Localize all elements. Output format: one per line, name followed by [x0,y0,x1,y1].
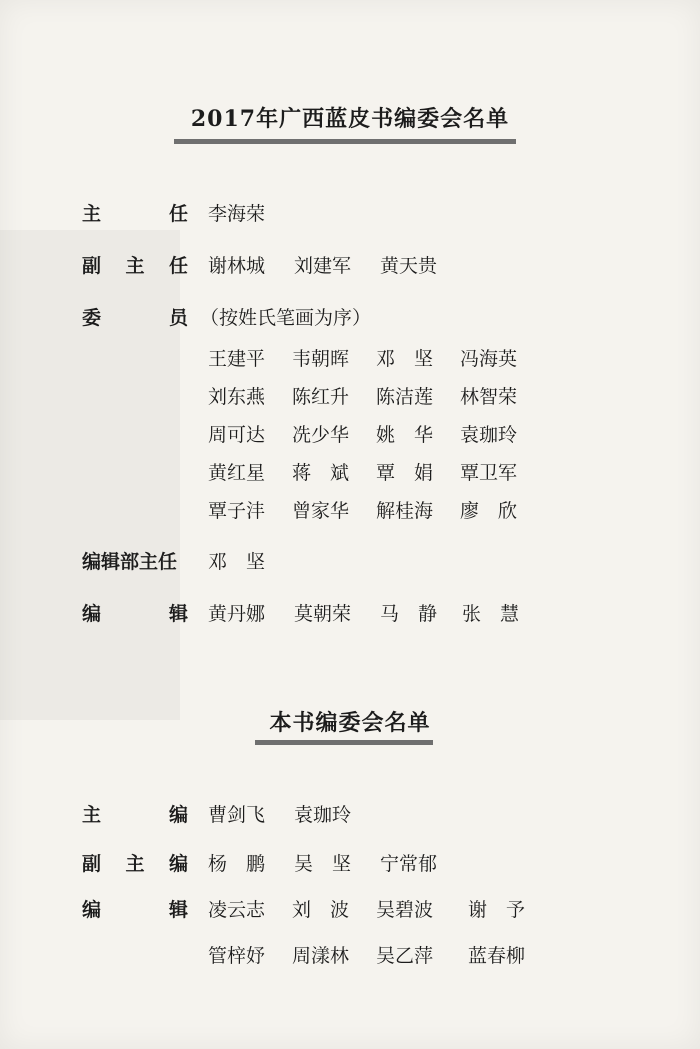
committee-editor-names: 黄丹娜 莫朝荣 马 静 张 慧 [208,602,520,625]
vice-director-label: 副 主 任 [82,254,188,277]
committee-editor-row [0,596,700,628]
member-label: 委 员 [82,306,188,329]
editorial-dept-label: 编辑部主任 [82,550,178,573]
member-grid-row [208,414,517,452]
member-name: 覃 娟 [376,461,434,484]
member-name: 覃子沣 [208,499,266,522]
committee-editor-label: 编 辑 [82,602,188,625]
member-name: 周可达 [208,423,266,446]
member-name: 覃卫军 [460,461,518,484]
member-row [0,300,700,332]
vice-editor-names: 杨 鹏 吴 坚 宁常郁 [208,852,438,875]
section-title: 本书编委会名单 [269,710,431,736]
member-grid-row [208,376,517,414]
member-name: 王建平 [208,347,266,370]
book-editor-row [0,892,700,924]
member-name: 陈洁莲 [376,385,434,408]
member-name: 曾家华 [292,499,350,522]
member-name: 冼少华 [292,423,350,446]
member-grid-row [208,452,517,490]
editorial-dept-head: 邓 坚 [208,550,266,573]
member-name: 姚 华 [376,423,434,446]
member-grid-row [208,490,517,528]
member-name: 陈红升 [292,385,350,408]
director-name: 李海荣 [208,202,266,225]
member-name: 袁珈玲 [460,423,518,446]
member-name: 邓 坚 [376,347,434,370]
director-label: 主 任 [82,202,188,225]
member-name: 解桂海 [376,499,434,522]
director-row [0,196,700,228]
member-note: （按姓氏笔画为序） [200,306,372,329]
book-editor-names-2: 管梓妤 周漾林 吴乙萍 蓝春柳 [208,944,526,967]
vice-editor-row [0,846,700,878]
member-name: 林智荣 [460,385,518,408]
book-editor-row-2 [0,938,700,970]
member-grid-row [208,338,517,376]
vice-editor-label: 副 主 编 [82,852,188,875]
section-title-underline [255,740,433,745]
book-editor-label: 编 辑 [82,898,188,921]
member-name: 韦朝晖 [292,347,350,370]
member-name: 刘东燕 [208,385,266,408]
chief-editor-names: 曹剑飞 袁珈玲 [208,803,352,826]
title-underline [174,139,516,144]
member-grid [208,338,517,528]
member-name: 冯海英 [460,347,518,370]
vice-director-names: 谢林城 刘建军 黄天贵 [208,254,438,277]
book-editor-names: 凌云志 刘 波 吴碧波 谢 予 [208,898,526,921]
member-name: 廖 欣 [460,499,518,522]
member-name: 黄红星 [208,461,266,484]
page-title: 2017年广西蓝皮书编委会名单 [190,106,510,132]
chief-editor-row [0,797,700,829]
vice-director-row [0,248,700,280]
member-name: 蒋 斌 [292,461,350,484]
chief-editor-label: 主 编 [82,803,188,826]
editorial-dept-row [0,544,700,576]
